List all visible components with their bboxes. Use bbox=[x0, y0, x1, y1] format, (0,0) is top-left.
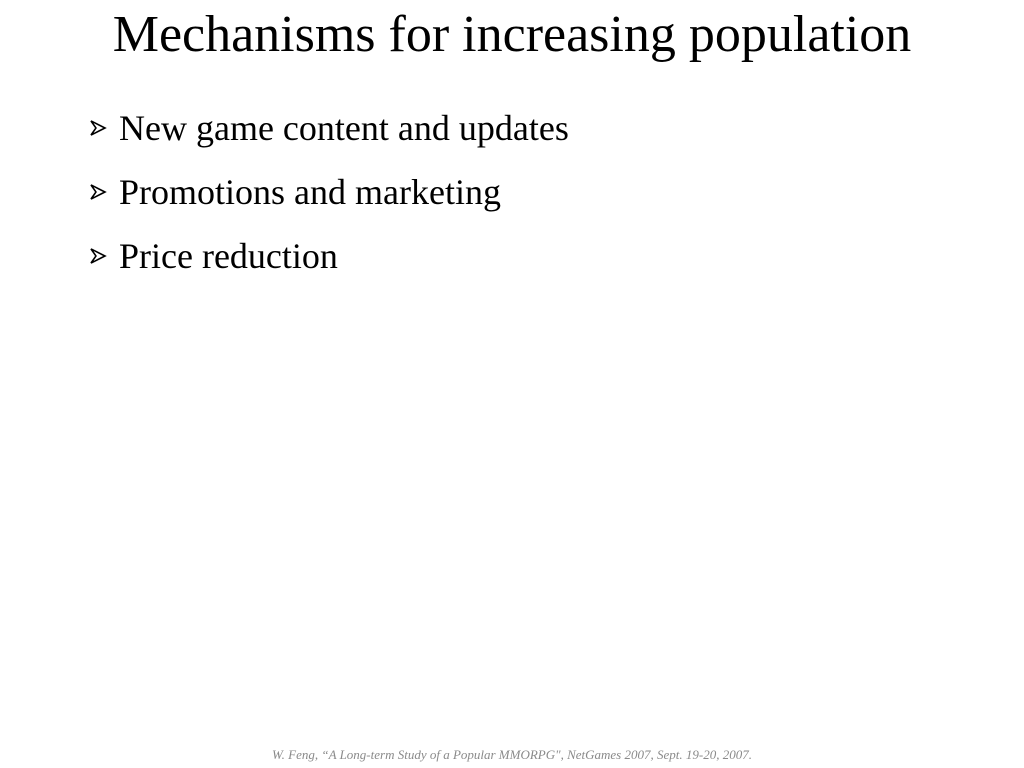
bullet-list bbox=[86, 96, 569, 288]
arrowhead-bullet-icon bbox=[86, 180, 110, 204]
slide-title: Mechanisms for increasing population bbox=[112, 6, 912, 63]
bullet-item bbox=[86, 224, 569, 288]
arrowhead-bullet-icon bbox=[86, 244, 110, 268]
bullet-text: Promotions and marketing bbox=[119, 172, 501, 212]
citation-footer: W. Feng, “A Long-term Study of a Popular MMORPG", NetGames 2007, Sept. 19-20, 2007. bbox=[272, 747, 752, 762]
arrowhead-bullet-icon bbox=[86, 116, 110, 140]
bullet-text: Price reduction bbox=[119, 236, 338, 276]
bullet-item bbox=[86, 160, 569, 224]
bullet-text: New game content and updates bbox=[119, 108, 569, 148]
bullet-item bbox=[86, 96, 569, 160]
